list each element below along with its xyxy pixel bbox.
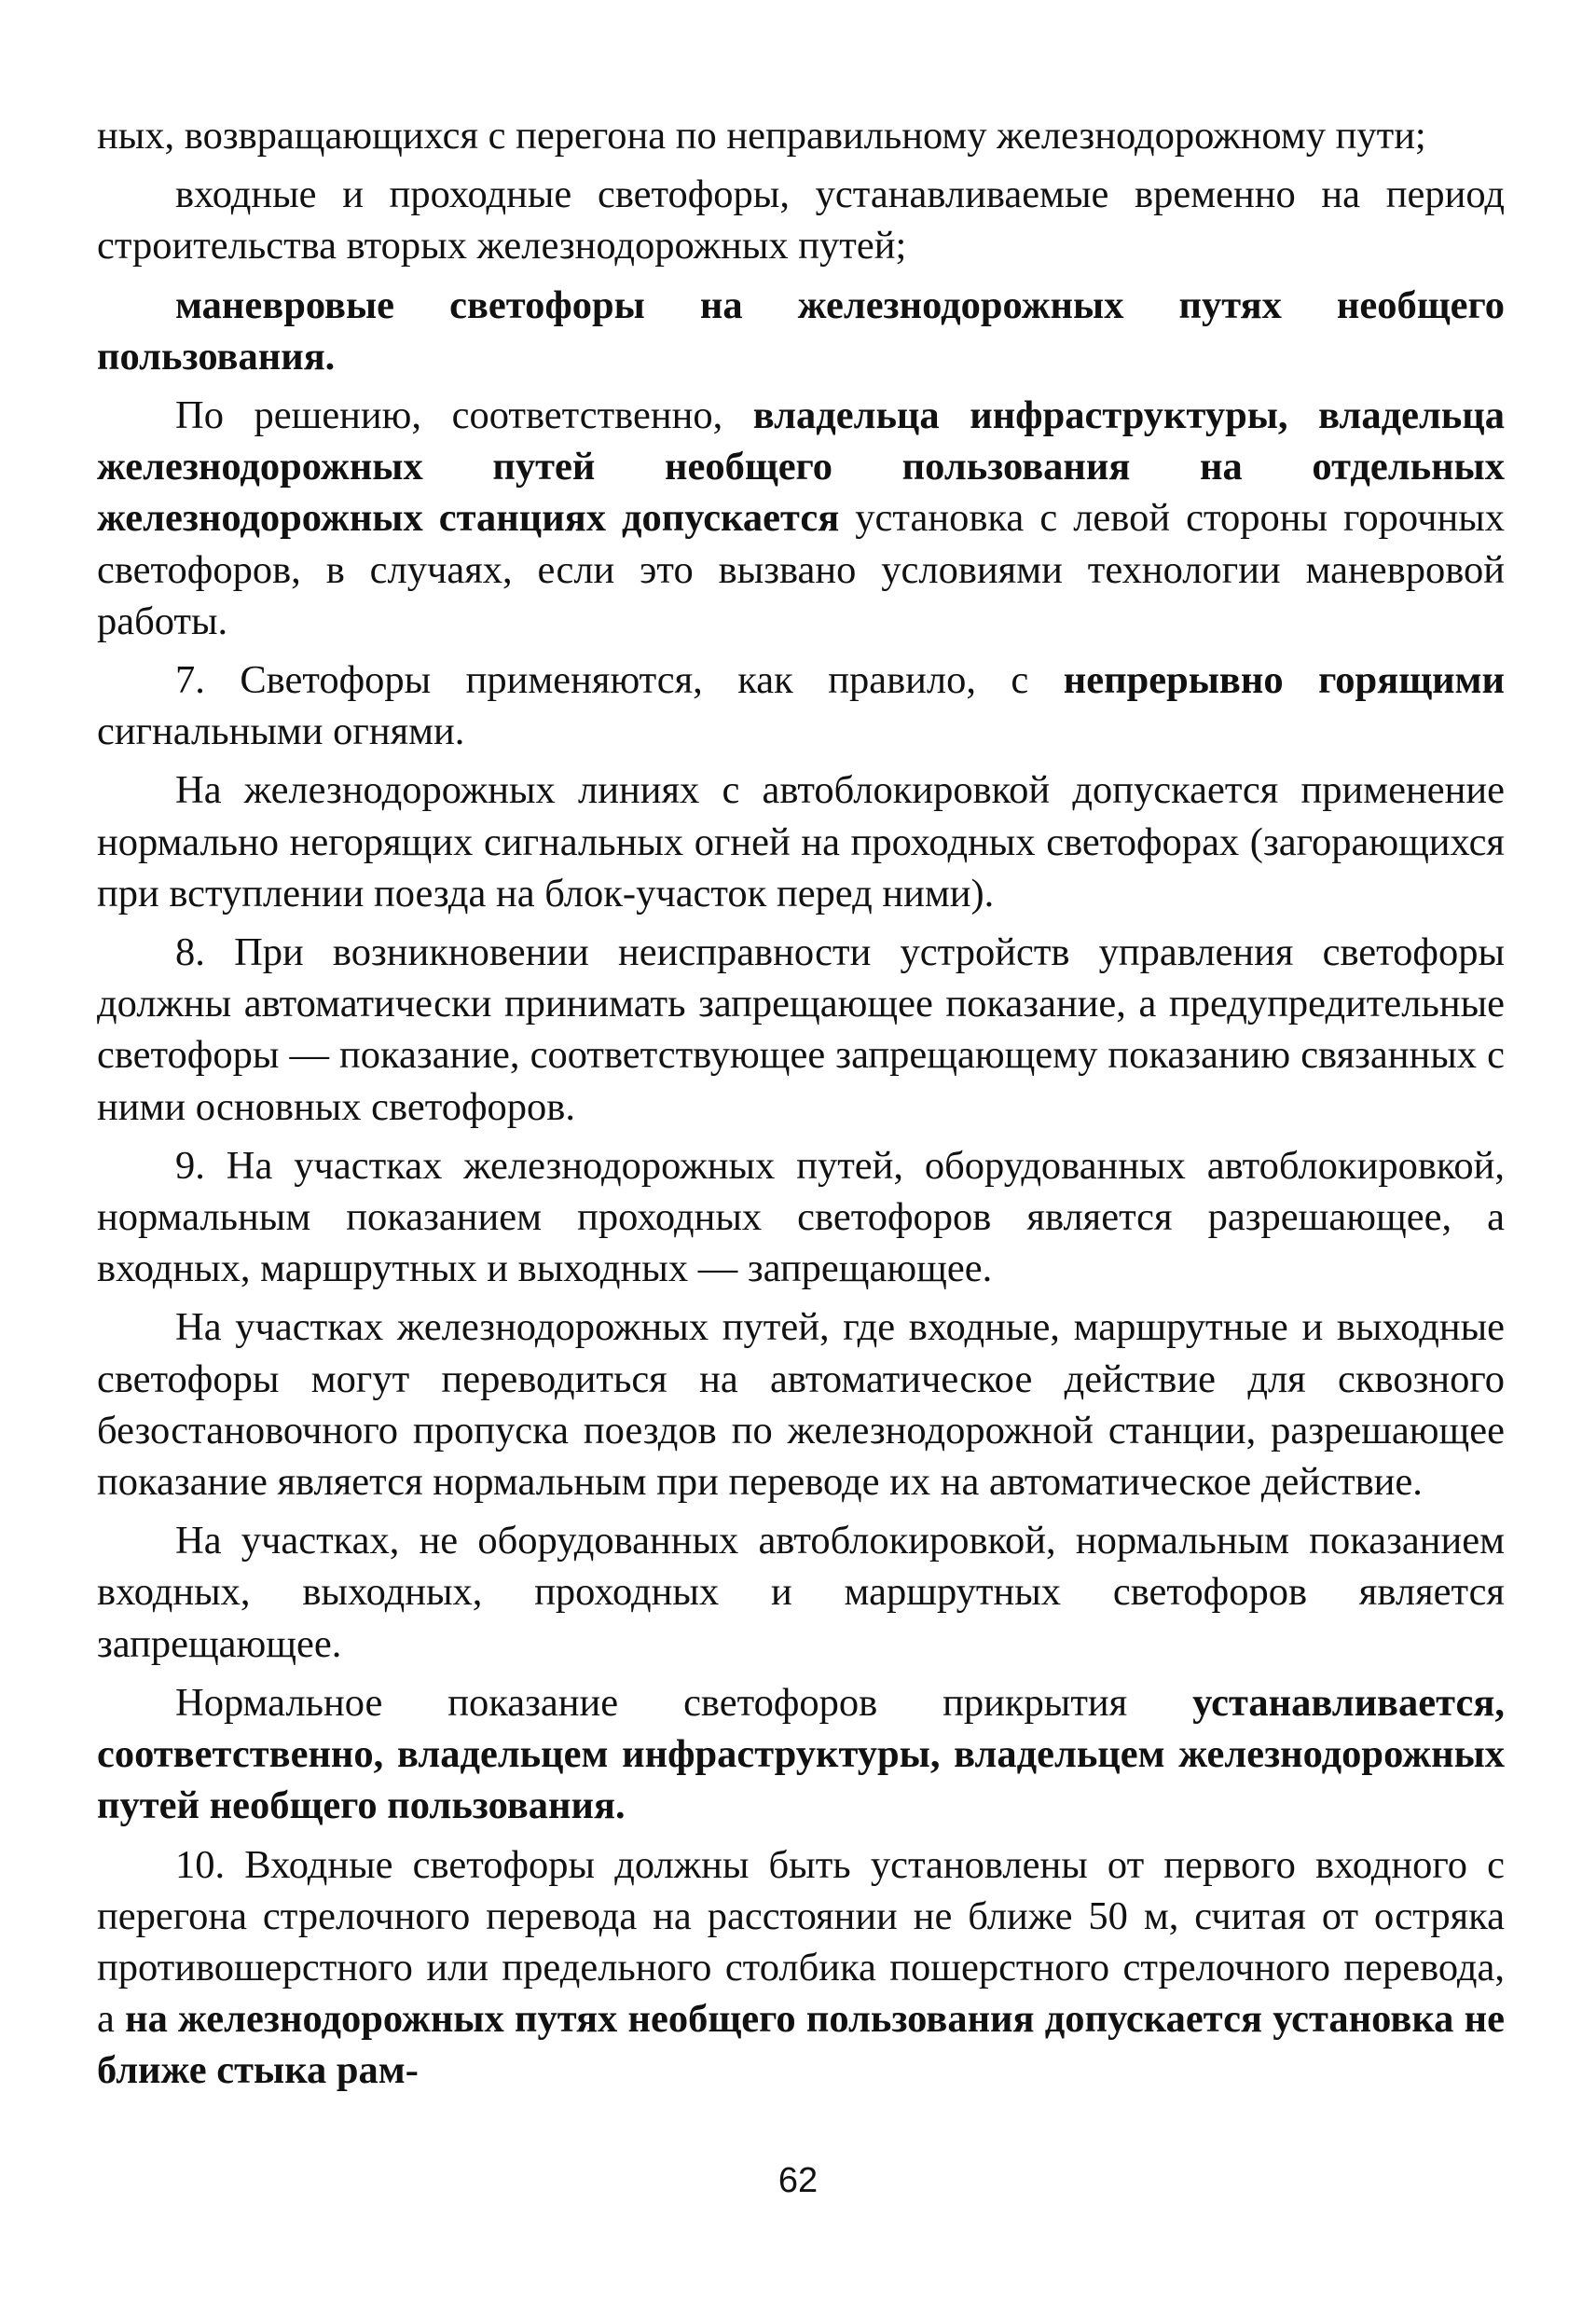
paragraph [97,1140,1505,1295]
text-run: На участках железнодорожных путей, где входные, маршрутные и выходные светофоры могут переводиться на автоматическое действие для сквозного безостановочного пропуска поездов по железнодорожной станции, разрешающее показание является нормальным при переводе их на автоматическое действие. [97,1305,1505,1505]
page-number: 62 [777,2161,819,2200]
text-run: 8. При возникновении неисправности устройств управления светофоры должны автоматически принимать запрещающее показание, а предупредительные светофоры — показание, соответствующее запрещающему показанию связанных с ними основных светофоров. [97,930,1505,1129]
text-run: ных, возвращающихся с перегона по неправильному железнодорожному пути; [97,114,1426,158]
paragraph [97,110,1505,161]
paragraph [97,280,1505,382]
bold-text-run: на железнодорожных путях необщего пользования допускается установка не ближе стыка рам- [97,1997,1505,2093]
paragraph [97,1677,1505,1832]
paragraph [97,390,1505,647]
text-run: сигнальными огнями. [97,709,465,754]
text-run: На железнодорожных линиях с автоблокировкой допускается применение нормально негорящих сигнальных огней на проходных светофорах (загорающихся при вступлении поезда на блок-участок перед ними). [97,768,1505,916]
bold-text-run: устанавливается, соответственно, владельцем инфраструктуры, владельцем железнодорожных путей необщего пользования. [97,1680,1505,1828]
paragraph [97,169,1505,271]
text-run: 7. Светофоры применяются, как правило, с [175,658,1064,703]
document-page [97,110,1505,2097]
text-run: установка с левой стороны горочных светофоров, в случаях, если это вызвано условиями технологии маневровой работы. [97,496,1505,643]
text-run: входные и проходные светофоры, устанавливаемые временно на период строительства вторых железнодорожных путей; [97,172,1505,268]
paragraph [97,1301,1505,1508]
text-run: 9. На участках железнодорожных путей, оборудованных автоблокировкой, нормальным показанием проходных светофоров является разрешающее, а входных, маршрутных и выходных — запрещающее. [97,1143,1505,1291]
paragraph [97,1839,1505,2097]
bold-text-run: владельца инфраструктуры, владельца железнодорожных путей необщего пользования на отдельных железнодорожных станциях допускается [97,393,1506,541]
text-run: На участках, не оборудованных автоблокировкой, нормальным показанием входных, выходных, проходных и маршрутных светофоров является запрещающее. [97,1519,1505,1666]
text-run: По решению, соответственно, [175,393,753,438]
bold-text-run: непрерывно горящими [1063,658,1505,703]
bold-text-run: маневровые светофоры на железнодорожных путях необщего пользования. [97,282,1505,379]
text-run: Нормальное показание светофоров прикрытия [175,1680,1193,1725]
text-run: 10. Входные светофоры должны быть установлены от первого входного с перегона стрелочного перевода на расстоянии не ближе 50 м, считая от остряка противошерстного или предельного столбика пошерстного стрелочного перевода, а [97,1842,1505,2042]
paragraph [97,654,1505,757]
paragraph [97,927,1505,1133]
paragraph [97,764,1505,919]
paragraph [97,1515,1505,1670]
